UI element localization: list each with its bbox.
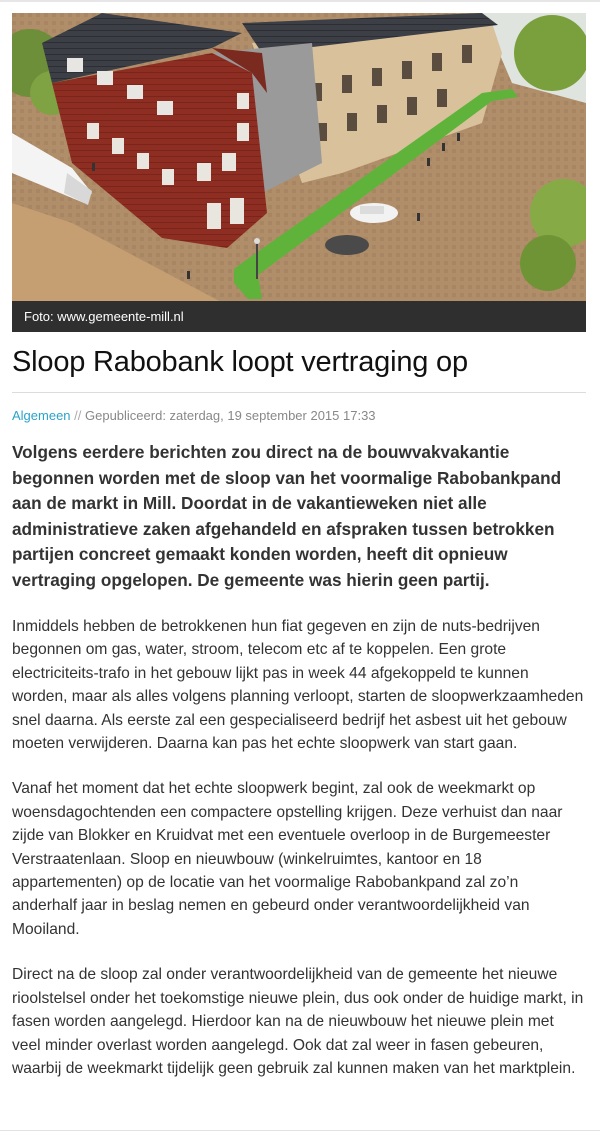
article-paragraph: Vanaf het moment dat het echte sloopwerk begint, zal ook de weekmarkt op woensdagochtenden een compactere opstelling krijgen. Deze verhuist dan naar zijde van Blokker en Kruidvat met een eventuele overloop in de Burgemeester Verstraatenlaan. Sloop en nieuwbouw (winkelruimtes, kantoor en 18 appartementen) op de locatie van het voormalige Rabobankpand zal zo’n anderhalf jaar in beslag nemen en gebeurd onder verantwoordelijkheid van Mooiland. (12, 780, 563, 938)
meta-separator: // (70, 408, 85, 423)
image-caption: Foto: www.gemeente-mill.nl (12, 301, 586, 332)
article-lead: Volgens eerdere berichten zou direct na de bouwvakvakantie begonnen worden met de sloop van het voormalige Rabobankpand aan de markt in Mill. Doordat in de vakantieweken niet alle administratieve zaken afgehandeld en afspraken tussen betrokken partijen concreet gemaakt konden worden, heeft dit opnieuw vertraging opgelopen. De gemeente was hierin geen partij. (12, 442, 562, 590)
article-paragraph: Inmiddels hebben de betrokkenen hun fiat gegeven en zijn de nuts-bedrijven begonnen om gas, water, stroom, telecom etc af te koppelen. Een grote electriciteits-trafo in het gebouw lijkt pas in week 44 afgekoppeld te kunnen worden, maar als alles volgens planning verloopt, starten de sloopwerkzaamheden snel daarna. Als eerste zal een gespecialiseerd bedrijf het asbest uit het gebouw moeten verwijderen. Daarna kan pas het echte sloopwerk van start gaan. (12, 618, 584, 753)
bottom-divider (0, 1130, 600, 1131)
article-meta (12, 407, 586, 425)
article-paragraph: Direct na de sloop zal onder verantwoordelijkheid van de gemeente het nieuwe rioolstelsel onder het toekomstige nieuwe plein, dus ook onder de huidige markt, in fasen worden aangelegd. Hierdoor kan na de nieuwbouw het nieuwe plein met veel minder overlast worden aangelegd. Ook dat zal weer in fasen gebeuren, waarbij de weekmarkt tijdelijk geen gebruik zal kunnen maken van het marktplein. (12, 966, 584, 1077)
publish-date: Gepubliceerd: zaterdag, 19 september 2015 17:33 (85, 408, 376, 423)
rendering-illustration (12, 13, 586, 332)
category-link[interactable]: Algemeen (12, 408, 71, 423)
article-hero-image[interactable] (12, 13, 586, 332)
top-divider (0, 0, 600, 2)
title-divider (12, 392, 586, 393)
news-article (12, 13, 586, 1080)
article-title: Sloop Rabobank loopt vertraging op (12, 346, 468, 378)
